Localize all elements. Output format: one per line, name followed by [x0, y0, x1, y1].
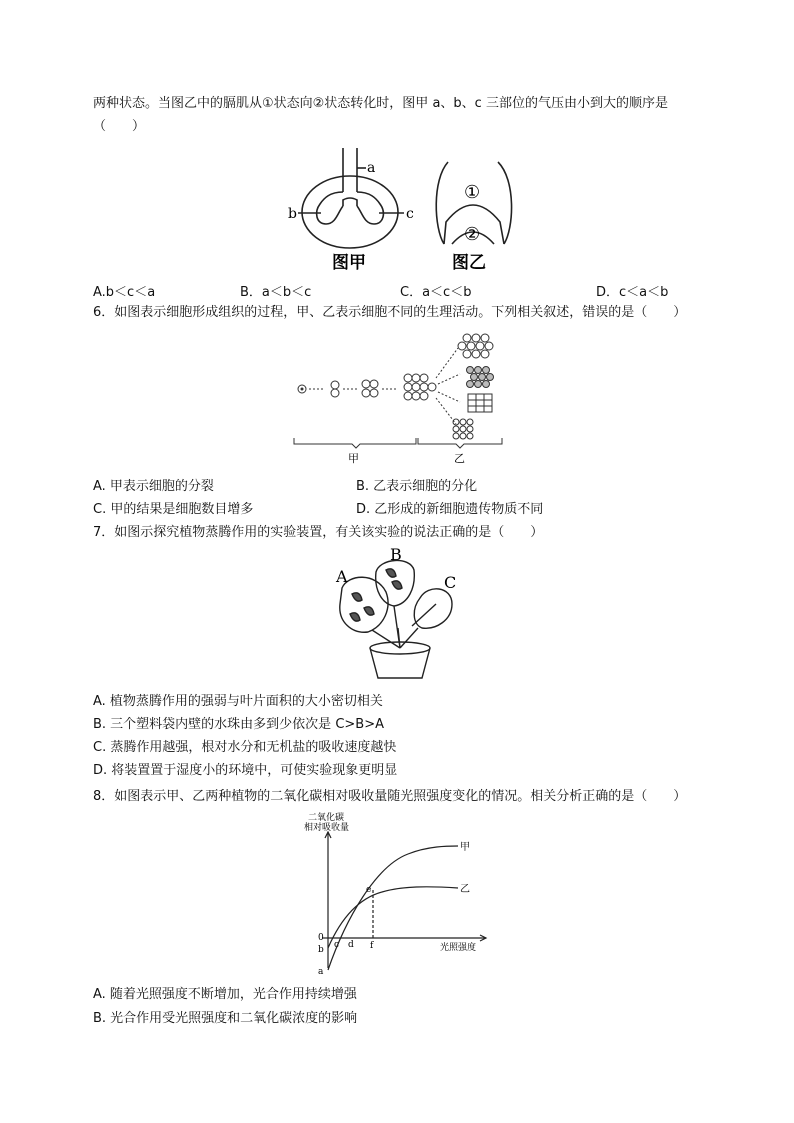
q5-label-b: b	[288, 206, 297, 222]
q8-option-a: A. 随着光照强度不断增加，光合作用持续增强	[93, 987, 357, 1002]
q8-origin: 0	[318, 933, 324, 943]
q7-label-a: A	[336, 567, 348, 586]
q6-label-left: 甲	[348, 452, 359, 465]
q8-point-a: a	[318, 967, 324, 977]
q8-point-c: c	[334, 940, 340, 950]
q7-label-b: B	[390, 545, 402, 564]
q5-state1: ①	[464, 182, 481, 203]
q5-figure	[280, 140, 530, 280]
q5-option-b: B．a＜b＜c	[240, 285, 312, 300]
q5-text-line1: 两种状态。当图乙中的膈肌从①状态向②状态转化时，图甲 a、b、c 三部位的气压由小到大的顺序是	[93, 96, 668, 111]
q5-state2: ②	[464, 224, 481, 245]
q6-option-d: D. 乙形成的新细胞遗传物质不同	[356, 502, 544, 517]
q8-curve-yi-label: 乙	[460, 884, 470, 895]
q6-option-b: B. 乙表示细胞的分化	[356, 479, 478, 494]
q7-option-b: B. 三个塑料袋内壁的水珠由多到少依次是 C>B>A	[93, 717, 384, 732]
curve-jia	[328, 846, 458, 970]
q8-stem: 8．如图表示甲、乙两种植物的二氧化碳相对吸收量随光照强度变化的情况。相关分析正确的是（ ）	[93, 789, 687, 804]
q8-graph	[298, 808, 508, 978]
q5-label-a: a	[367, 160, 376, 176]
q8-ylabel-1: 二氧化碳	[308, 813, 345, 823]
q5-option-a: A.b＜c＜a	[93, 285, 156, 300]
q8-option-b: B. 光合作用受光照强度和二氧化碳浓度的影响	[93, 1011, 358, 1026]
q7-option-c: C. 蒸腾作用越强，根对水分和无机盐的吸收速度越快	[93, 740, 397, 755]
q5-caption-left: 图甲	[332, 253, 366, 273]
q5-caption-right: 图乙	[452, 253, 486, 273]
q7-label-c: C	[444, 573, 457, 592]
q8-curve-jia-label: 甲	[460, 842, 470, 853]
q8-point-b: b	[318, 945, 324, 955]
q8-xlabel: 光照强度	[440, 943, 477, 953]
q7-stem: 7．如图示探究植物蒸腾作用的实验装置，有关该实验的说法正确的是（ ）	[93, 525, 544, 540]
q7-figure	[328, 544, 473, 684]
q5-option-c: C．a＜c＜b	[400, 285, 472, 300]
q6-stem: 6．如图表示细胞形成组织的过程，甲、乙表示细胞不同的生理活动。下列相关叙述，错误的是（ ）	[93, 305, 687, 320]
curve-yi	[328, 887, 458, 948]
q6-option-c: C. 甲的结果是细胞数目增多	[93, 502, 254, 517]
q6-figure	[290, 326, 510, 466]
q5-label-c: c	[406, 206, 414, 222]
q7-option-d: D. 将装置置于湿度小的环境中，可使实验现象更明显	[93, 763, 398, 778]
q5-text-line2: （ ）	[93, 119, 146, 134]
q7-option-a: A. 植物蒸腾作用的强弱与叶片面积的大小密切相关	[93, 694, 383, 709]
q5-option-d: D．c＜a＜b	[596, 285, 669, 300]
q6-option-a: A. 甲表示细胞的分裂	[93, 479, 214, 494]
lung-model-diagram	[298, 148, 404, 248]
q8-ylabel-2: 相对吸收量	[304, 823, 350, 833]
q8-point-d: d	[348, 940, 354, 950]
q6-label-right: 乙	[454, 452, 465, 465]
q8-point-e: e	[366, 885, 372, 895]
q8-point-f: f	[370, 941, 374, 951]
